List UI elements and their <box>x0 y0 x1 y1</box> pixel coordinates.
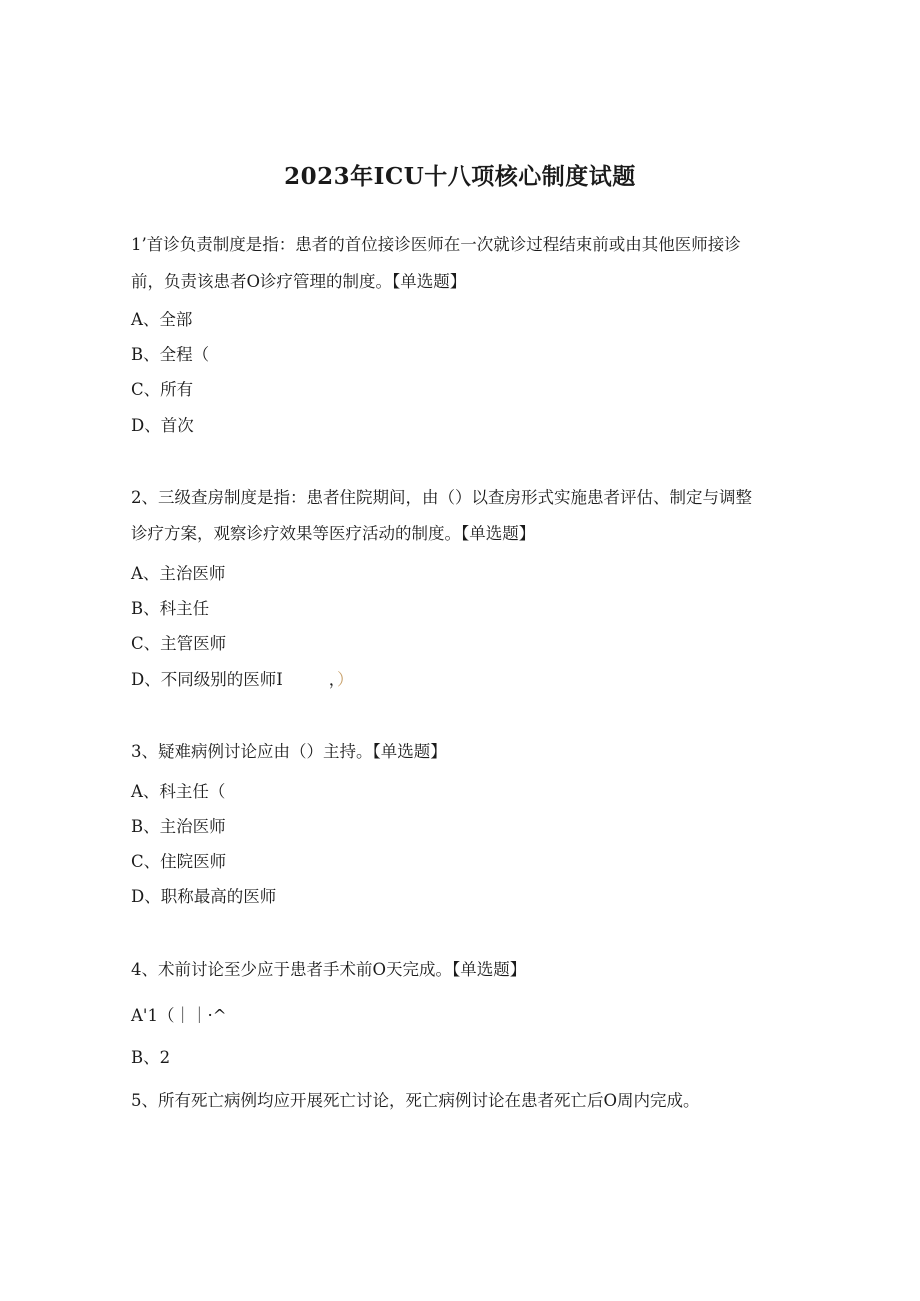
question-3-option-c: C、住院医师 <box>131 852 227 871</box>
question-2-stem-line-2: 诊疗方案，观察诊疗效果等医疗活动的制度。【单选题】 <box>131 524 536 543</box>
question-2-option-d <box>131 668 354 692</box>
question-4-stem: 4、术前讨论至少应于患者手术前O天完成。【单选题】 <box>131 960 527 979</box>
document-title: 2023年ICU十八项核心制度试题 <box>284 163 636 190</box>
question-1-stem-line-1: 1’首诊负责制度是指：患者的首位接诊医师在一次就诊过程结束前或由其他医师接诊 <box>131 235 741 254</box>
question-2-option-d-text: D、不同级别的医师I <box>131 670 283 689</box>
question-2-option-d-paren: ） <box>337 670 354 689</box>
question-2-option-c: C、主管医师 <box>131 634 227 653</box>
question-2-option-a: A、主治医师 <box>131 564 226 583</box>
question-2-option-b: B、科主任 <box>131 599 210 618</box>
question-1-option-a: A、全部 <box>131 310 193 329</box>
question-3-option-a: A、科主任（ <box>131 782 226 801</box>
question-3-option-d: D、职称最高的医师 <box>131 887 277 906</box>
question-5-stem: 5、所有死亡病例均应开展死亡讨论，死亡病例讨论在患者死亡后O周内完成。 <box>131 1091 700 1110</box>
question-1-stem-line-2: 前，负责该患者O诊疗管理的制度。【单选题】 <box>131 272 467 291</box>
question-3-option-b: B、主治医师 <box>131 817 226 836</box>
question-1-option-d: D、首次 <box>131 416 194 435</box>
question-2-option-d-comma: ， <box>328 670 337 689</box>
question-2-stem-line-1: 2、三级查房制度是指：患者住院期间，由（）以查房形式实施患者评估、制定与调整 <box>131 488 752 507</box>
question-1-option-c: C、所有 <box>131 380 194 399</box>
question-1-option-b: B、全程（ <box>131 345 210 364</box>
question-3-stem: 3、疑难病例讨论应由（）主持。【单选题】 <box>131 742 447 761</box>
question-4-option-a: A'1（｜｜·^ <box>131 1006 227 1025</box>
question-4-option-b: B、2 <box>131 1048 171 1067</box>
